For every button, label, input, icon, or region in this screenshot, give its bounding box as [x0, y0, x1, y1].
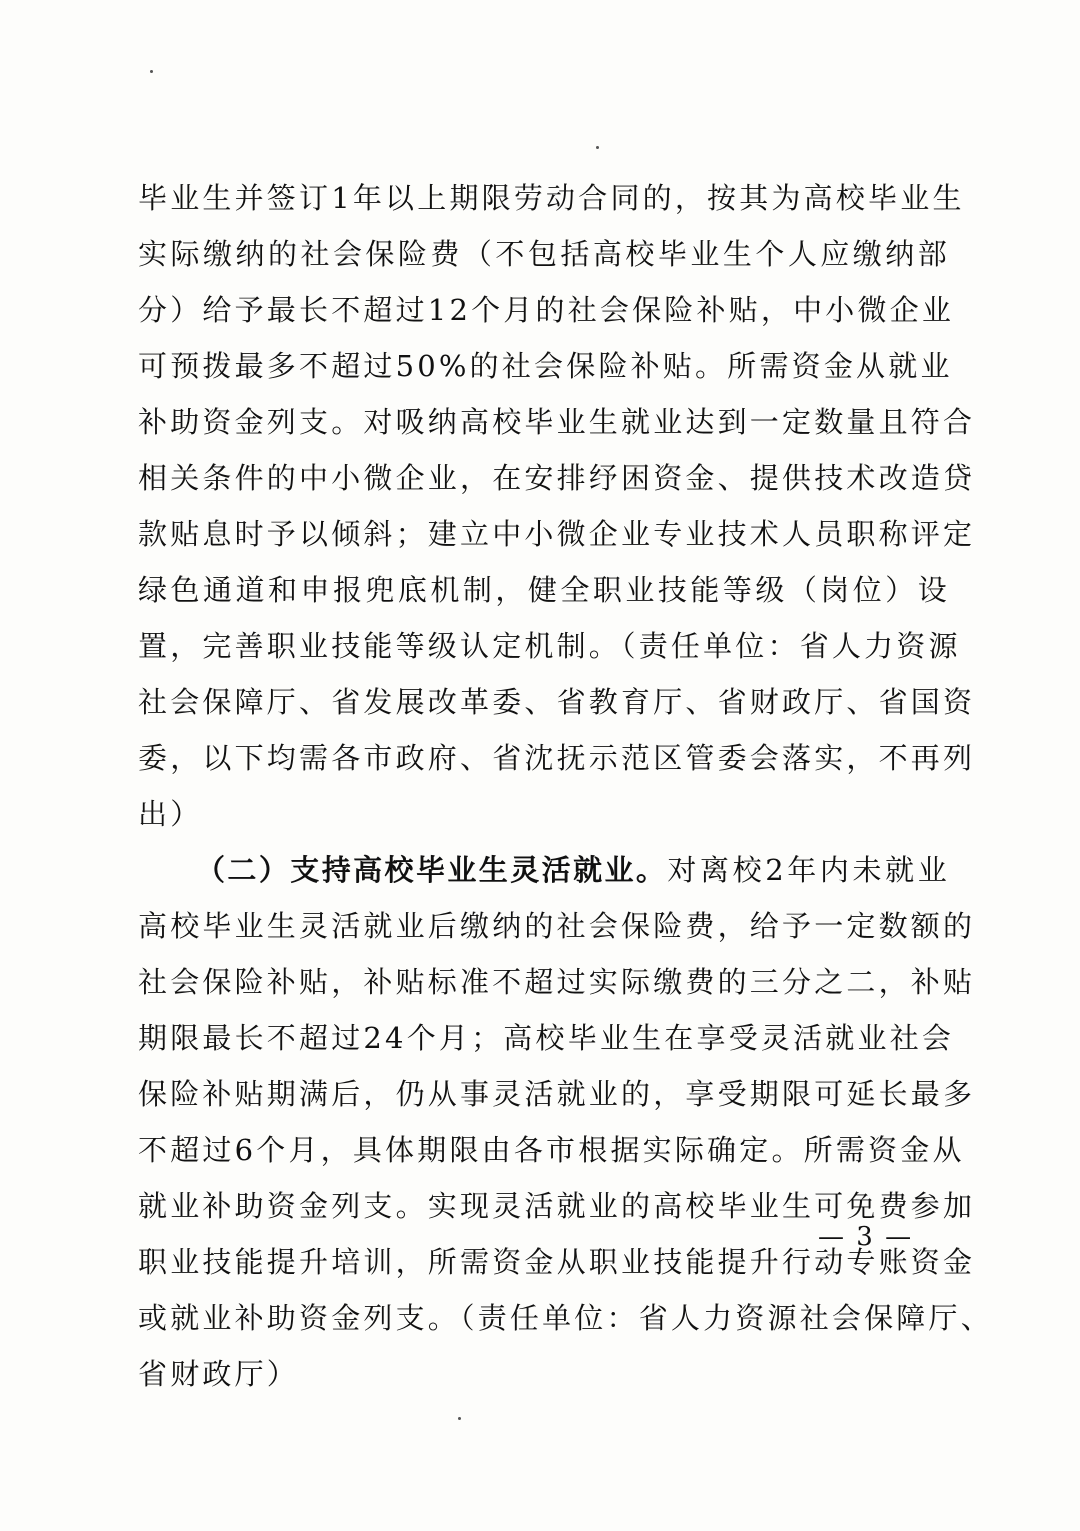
body-line: 补助资金列支。对吸纳高校毕业生就业达到一定数量且符合	[138, 405, 976, 439]
section-heading: （二）支持高校毕业生灵活就业。	[196, 853, 668, 887]
body-line: 职业技能提升培训，所需资金从职业技能提升行动专账资金	[138, 1245, 976, 1279]
body-line: 或就业补助资金列支。（责任单位：省人力资源社会保障厅、	[138, 1301, 993, 1335]
body-line: 款贴息时予以倾斜；建立中小微企业专业技术人员职称评定	[138, 517, 976, 551]
body-line: 期限最长不超过24个月；高校毕业生在享受灵活就业社会	[138, 1021, 955, 1055]
body-line: 高校毕业生灵活就业后缴纳的社会保险费，给予一定数额的	[138, 909, 976, 943]
body-line: 不超过6个月，具体期限由各市根据实际确定。所需资金从	[138, 1133, 965, 1167]
body-line: 委，以下均需各市政府、省沈抚示范区管委会落实，不再列	[138, 741, 976, 775]
scan-speck	[458, 1417, 461, 1420]
body-line: 社会保险补贴，补贴标准不超过实际缴费的三分之二，补贴	[138, 965, 976, 999]
scan-speck	[596, 146, 599, 149]
body-line: 置，完善职业技能等级认定机制。（责任单位：省人力资源	[138, 629, 961, 663]
page-number: — 3 —	[818, 1222, 914, 1252]
body-line: 分）给予最长不超过12个月的社会保险补贴，中小微企业	[138, 293, 955, 327]
body-line: 毕业生并签订1年以上期限劳动合同的，按其为高校毕业生	[138, 181, 965, 215]
body-line: 省财政厅）	[138, 1357, 300, 1391]
scan-speck	[150, 70, 153, 73]
body-line: 相关条件的中小微企业，在安排纾困资金、提供技术改造贷	[138, 461, 976, 495]
section-heading-line	[138, 842, 950, 898]
body-line: 社会保障厅、省发展改革委、省教育厅、省财政厅、省国资	[138, 685, 976, 719]
body-line: 绿色通道和申报兜底机制，健全职业技能等级（岗位）设	[138, 573, 950, 607]
body-line: 出）	[138, 797, 203, 831]
body-line: 保险补贴期满后，仍从事灵活就业的，享受期限可延长最多	[138, 1077, 976, 1111]
body-line: 实际缴纳的社会保险费（不包括高校毕业生个人应缴纳部	[138, 237, 950, 271]
body-text: 对离校2年内未就业	[667, 853, 950, 887]
document-body	[138, 170, 993, 1402]
body-line: 就业补助资金列支。实现灵活就业的高校毕业生可免费参加	[138, 1189, 976, 1223]
body-line: 可预拨最多不超过50%的社会保险补贴。所需资金从就业	[138, 349, 953, 383]
